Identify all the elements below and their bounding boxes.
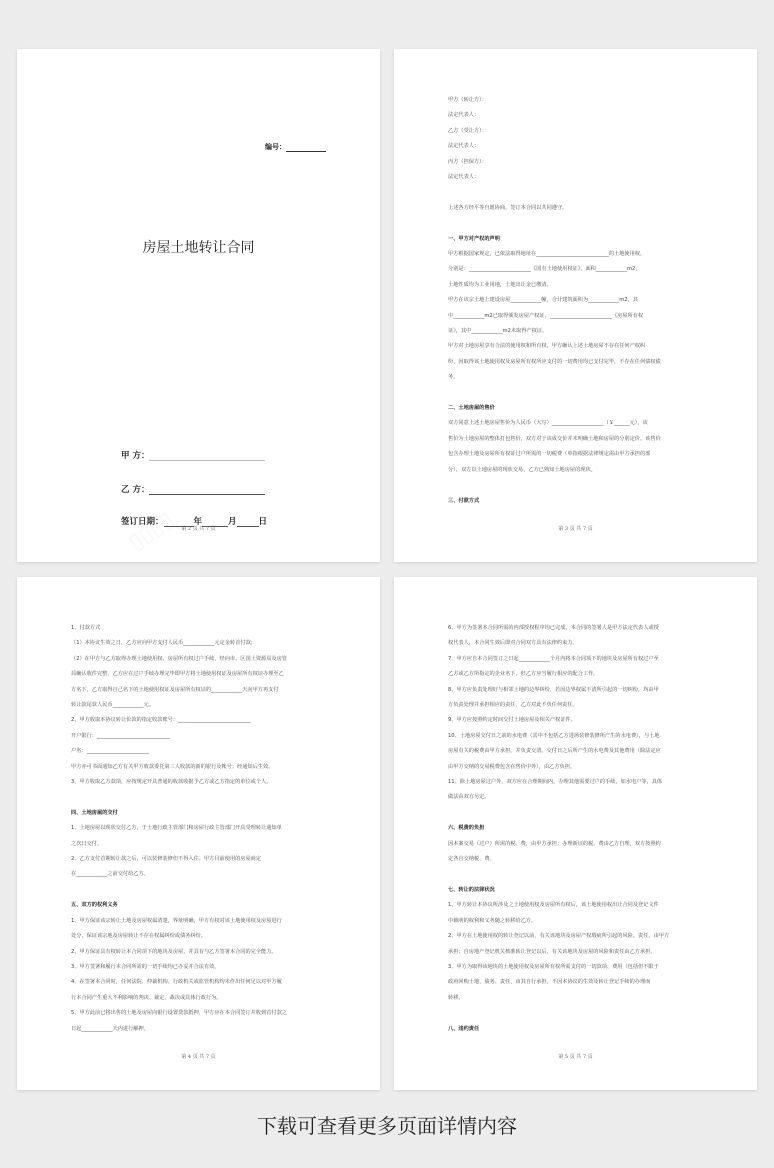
paragraph-line: 1、付款方式 bbox=[71, 625, 101, 631]
paragraph-line: 4、在签署本合同时，任何法院、仲裁机构、行政机关或监管机构均未作出任何足以对甲方履 bbox=[71, 979, 282, 986]
paragraph-line: 证》，其中____________m2未取得产权证。 bbox=[448, 328, 548, 335]
paragraph-line: 双方同意上述土地房屋售价为人民币（大写）____________________（￥______元），该 bbox=[448, 420, 648, 427]
paragraph-line: 9、甲方应按照约定时间交付土地房屋及相关产权证件。 bbox=[448, 717, 576, 724]
paragraph-line: 做法由双方另定。 bbox=[448, 794, 490, 801]
paragraph-line: 甲方在该宗土地上建设房屋____________幢，合计建筑面积为____________m2，其 bbox=[448, 297, 638, 304]
paragraph-line: 2、甲方保证具有权转让本合同项下的地块及房屋，并具有与乙方签署本合同的完全能力。 bbox=[71, 948, 277, 955]
party-b-blank bbox=[149, 486, 265, 495]
paragraph-line: 户名：________________________ bbox=[71, 748, 149, 755]
paragraph-line: 3、甲方签署和履行本合同所需的一切手续均已办妥并合法有效。 bbox=[71, 963, 220, 970]
paragraph-line: 因本案交易（过户）所需的税、费，由甲方承担；办理新证的税、费由乙方自理，双方按照约 bbox=[448, 840, 661, 847]
paragraph-line: 甲方对土地房屋享有合法的使用权和所有权，甲方确认上述土地房屋不存在任何产权纠 bbox=[448, 343, 646, 350]
download-more-caption[interactable]: 下载可查看更多页面详情内容 bbox=[257, 1114, 517, 1138]
paragraph-line: 分别是：________________________《国有土地使用权证》，面积____________m2， bbox=[448, 266, 641, 273]
section-heading: 二、土地房屋的售价 bbox=[448, 405, 495, 412]
paragraph-line: 7、甲方应自本合同签订之日起____________个月内将本合同项下的地块及房屋所有权过户至 bbox=[448, 655, 659, 662]
document-page-3 bbox=[17, 577, 380, 1090]
page-footer: 第 5 页 共 7 页 bbox=[558, 1054, 593, 1060]
paragraph-line: 上述各方经平等自愿协商，签订本合同以共同遵守。 bbox=[448, 204, 568, 211]
page-body bbox=[71, 621, 326, 1037]
paragraph-line: 包含办理土地及房屋所有权证过户所需的一切税费（单指根据法律规定需由甲方承担的部 bbox=[448, 451, 651, 458]
paragraph-line: 1、甲方保证该宗转让土地及房屋权属清楚，界址明确，甲方有权对该土地使用权及房屋进行 bbox=[71, 917, 282, 924]
page-footer: 第 4 页 共 7 页 bbox=[181, 1054, 216, 1060]
paragraph-line: 土地性质均为工业用地，土地出让金已缴清。 bbox=[448, 281, 552, 288]
paragraph-line: 1、土地房屋以现状交付乙方，于土地行政主管部门和房屋行政主管部门开具受理转让通知单 bbox=[71, 825, 282, 832]
paragraph-line: 务。 bbox=[448, 374, 459, 381]
paragraph-line: 处分，保证该宗地及房屋转让不存在权属纠纷或债务纠纷。 bbox=[71, 933, 206, 940]
section-heading: 四、土地房屋的交付 bbox=[71, 809, 118, 816]
paragraph-line: 10、土地房屋交付日之前的水电费（其中不包括乙方进场装修装修所产生的水电费），与土地 bbox=[448, 732, 660, 739]
blank-line bbox=[448, 185, 703, 200]
paragraph-line: 由甲方交纳的交易税费包含在售价中外），由乙方负担。 bbox=[448, 763, 576, 770]
blank-line bbox=[448, 386, 703, 401]
blank-line bbox=[448, 1006, 703, 1021]
paragraph-line: 3、甲方收取乙方款项，应按规定开具普通的收款收据予乙方或乙方指定的单位或个人。 bbox=[71, 779, 272, 786]
paragraph-line: 纷，因取得该土地使用权及房屋所有权所应支付的一切费用均已支付完毕，不存在任何债权债 bbox=[448, 358, 661, 365]
paragraph-line: 法定代表人： bbox=[448, 174, 480, 181]
party-a-label: 甲 方： bbox=[121, 451, 150, 461]
section-heading: 五、双方的权利义务 bbox=[71, 902, 118, 909]
document-page-4 bbox=[394, 577, 757, 1090]
page-body bbox=[448, 93, 703, 509]
party-a-line bbox=[121, 449, 265, 461]
paragraph-line: 在____________之前交付给乙方。 bbox=[71, 871, 149, 878]
blank-line bbox=[448, 806, 703, 821]
blank-line bbox=[448, 216, 703, 231]
section-heading: 三、付款方式 bbox=[448, 497, 480, 504]
paragraph-line: 6、甲方为签署本合同所需的内部授权程序均已完成，本合同的签署人是甲方法定代表人或授 bbox=[448, 625, 659, 631]
paragraph-line: 法定代表人： bbox=[448, 143, 480, 150]
paragraph-line: 方负责处理并承担相应的责任，乙方对此不负任何责任。 bbox=[448, 702, 578, 709]
paragraph-line: 中载明的权利和义务随之转移给乙方。 bbox=[448, 917, 537, 924]
document-title: 房屋土地转让合同 bbox=[142, 240, 255, 256]
blank-line bbox=[71, 790, 326, 805]
contract-number-blank bbox=[286, 151, 326, 152]
section-heading: 八、违约责任 bbox=[448, 1025, 480, 1032]
paragraph-line: 乙方（受让方）： bbox=[448, 127, 487, 134]
day-label: 日 bbox=[258, 517, 268, 527]
blank-line bbox=[71, 883, 326, 898]
paragraph-line: 售价为土地房屋的整体打包售价，双方对于该成交价并未明确土地和房屋的分别定价。该售价 bbox=[448, 435, 661, 442]
paragraph-line: 局确认收件完整，乙方应在过户手续办理完毕即甲方将土地使用权证及房屋所有权证办理至乙 bbox=[71, 671, 284, 678]
paragraph-line: 2、甲方在土地使用权的转让登记以前，有关该地块及房屋产权瑕疵所引起的风险、责任，由甲方 bbox=[448, 933, 670, 940]
paragraph-line: 行本合同产生重大不利影响的判决、裁定、裁决或具体行政行为。 bbox=[71, 994, 222, 1001]
paragraph-line: （2）在甲方与乙方取得办理土地使用权、房屋所有权过户手续，经向市、区国土资源局及房管 bbox=[71, 655, 287, 662]
paragraph-line: 承担；自房地产登记机关核准转让登记以后，有关该地块及房屋的风险和责任由乙方承担。 bbox=[448, 948, 656, 955]
paragraph-line: 丙方（担保方）： bbox=[448, 158, 487, 165]
page-footer: 第 2 页 共 7 页 bbox=[181, 526, 216, 532]
paragraph-line: 之次日交付。 bbox=[71, 840, 103, 847]
paragraph-line: 5、甲方此前已将出售的土地及房屋向银行设置贷款抵押，甲方应在本合同签订并收到首付款之 bbox=[71, 1010, 287, 1017]
document-page-cover bbox=[17, 49, 380, 562]
month-label: 月 bbox=[228, 517, 237, 527]
document-page-2 bbox=[394, 49, 757, 562]
sign-date-label: 签订日期： bbox=[121, 517, 164, 527]
paragraph-line: 3、甲方为取得该地块的土地使用权及房屋所有权所需支付的一切款项、费用（包括但不限于 bbox=[448, 963, 659, 970]
section-heading: 七、转让的法律状况 bbox=[448, 886, 495, 893]
page-footer: 第 3 页 共 7 页 bbox=[558, 526, 593, 532]
party-b-line bbox=[121, 483, 265, 495]
paragraph-line: （1）本协议生效之日，乙方应向甲方支付人民币____________元定金转首付款； bbox=[71, 640, 256, 647]
paragraph-line: 2、乙方支付首期转让款之后，可以装修装修但不得入住。甲方目前使用的房屋商定 bbox=[71, 856, 262, 863]
paragraph-line: 房屋有关的税费由甲方承担，并负责交清。交付日之后所产生的水电费及其他费用（除法定应 bbox=[448, 748, 661, 755]
paragraph-line: 权代表人，本合同生效后即对合同双方具有法律约束力。 bbox=[448, 640, 578, 647]
paragraph-line: 分），双方以土地房屋的现状交易，乙方已熟知土地房屋的现状。 bbox=[448, 466, 596, 473]
section-heading: 六、税费的负担 bbox=[448, 825, 485, 832]
paragraph-line: 甲方（转让方）： bbox=[448, 97, 487, 103]
paragraph-line: 8、甲方应负责处理好与相邻土地的边界纠纷，若因边界权属不清所引起的一切纠纷，均由甲 bbox=[448, 686, 659, 693]
paragraph-line: 11、除土地房屋过户外，双方应在合理期间内，办理其他需要过户的手续，如水电户等，具体 bbox=[448, 779, 663, 786]
contract-number bbox=[265, 142, 326, 152]
paragraph-line: 甲方亦可书面通知乙方有关甲方收款委托第三人收款的新的银行及帐号；经通知后生效。 bbox=[71, 763, 274, 770]
paragraph-line: 方名下，乙方取得自己名下的土地使用权证及房屋所有权证的____________天向甲方再支付 bbox=[71, 686, 279, 693]
paragraph-line: 开户银行：____________________________ bbox=[71, 732, 170, 739]
paragraph-line: 转移。 bbox=[448, 994, 464, 1001]
contract-number-label: 编号： bbox=[265, 143, 286, 151]
paragraph-line: 转让款尾款人民币____________元。 bbox=[71, 702, 155, 709]
paragraph-line: 日起____________天内进行解押。 bbox=[71, 1025, 149, 1032]
paragraph-line: 政府回购土地、债务、责任，由其自行承担，不因本协议的生效及转让登记手续的办理而 bbox=[448, 979, 651, 986]
party-a-blank bbox=[149, 452, 265, 461]
party-b-label: 乙 方： bbox=[121, 485, 150, 495]
paragraph-line: 甲方根据国家规定，已依法取得地址在____________________________的土地使用权， bbox=[448, 251, 646, 258]
paragraph-line: 1、甲方转让本协议所涉及之土地使用权及房屋所有权后，该土地使用权出让合同及登记文件 bbox=[448, 902, 659, 909]
section-heading: 一、甲方对产权的声明 bbox=[448, 235, 500, 242]
paragraph-line: 中____________m2已取得颁发房屋产权证，________________________《房屋所有权 bbox=[448, 312, 644, 319]
year-label: 年 bbox=[193, 517, 203, 527]
blank-line bbox=[448, 867, 703, 882]
paragraph-line: 法定代表人： bbox=[448, 112, 480, 119]
paragraph-line: 2、甲方收取本协议转让价款的指定收款账号：____________________________ bbox=[71, 717, 251, 724]
blank-line bbox=[448, 478, 703, 493]
paragraph-line: 乙方或乙方所指定的企业名下，但乙方应当履行相应的配合工作。 bbox=[448, 671, 599, 678]
paragraph-line: 定各自交纳税、费。 bbox=[448, 856, 495, 863]
page-body bbox=[448, 621, 703, 1037]
